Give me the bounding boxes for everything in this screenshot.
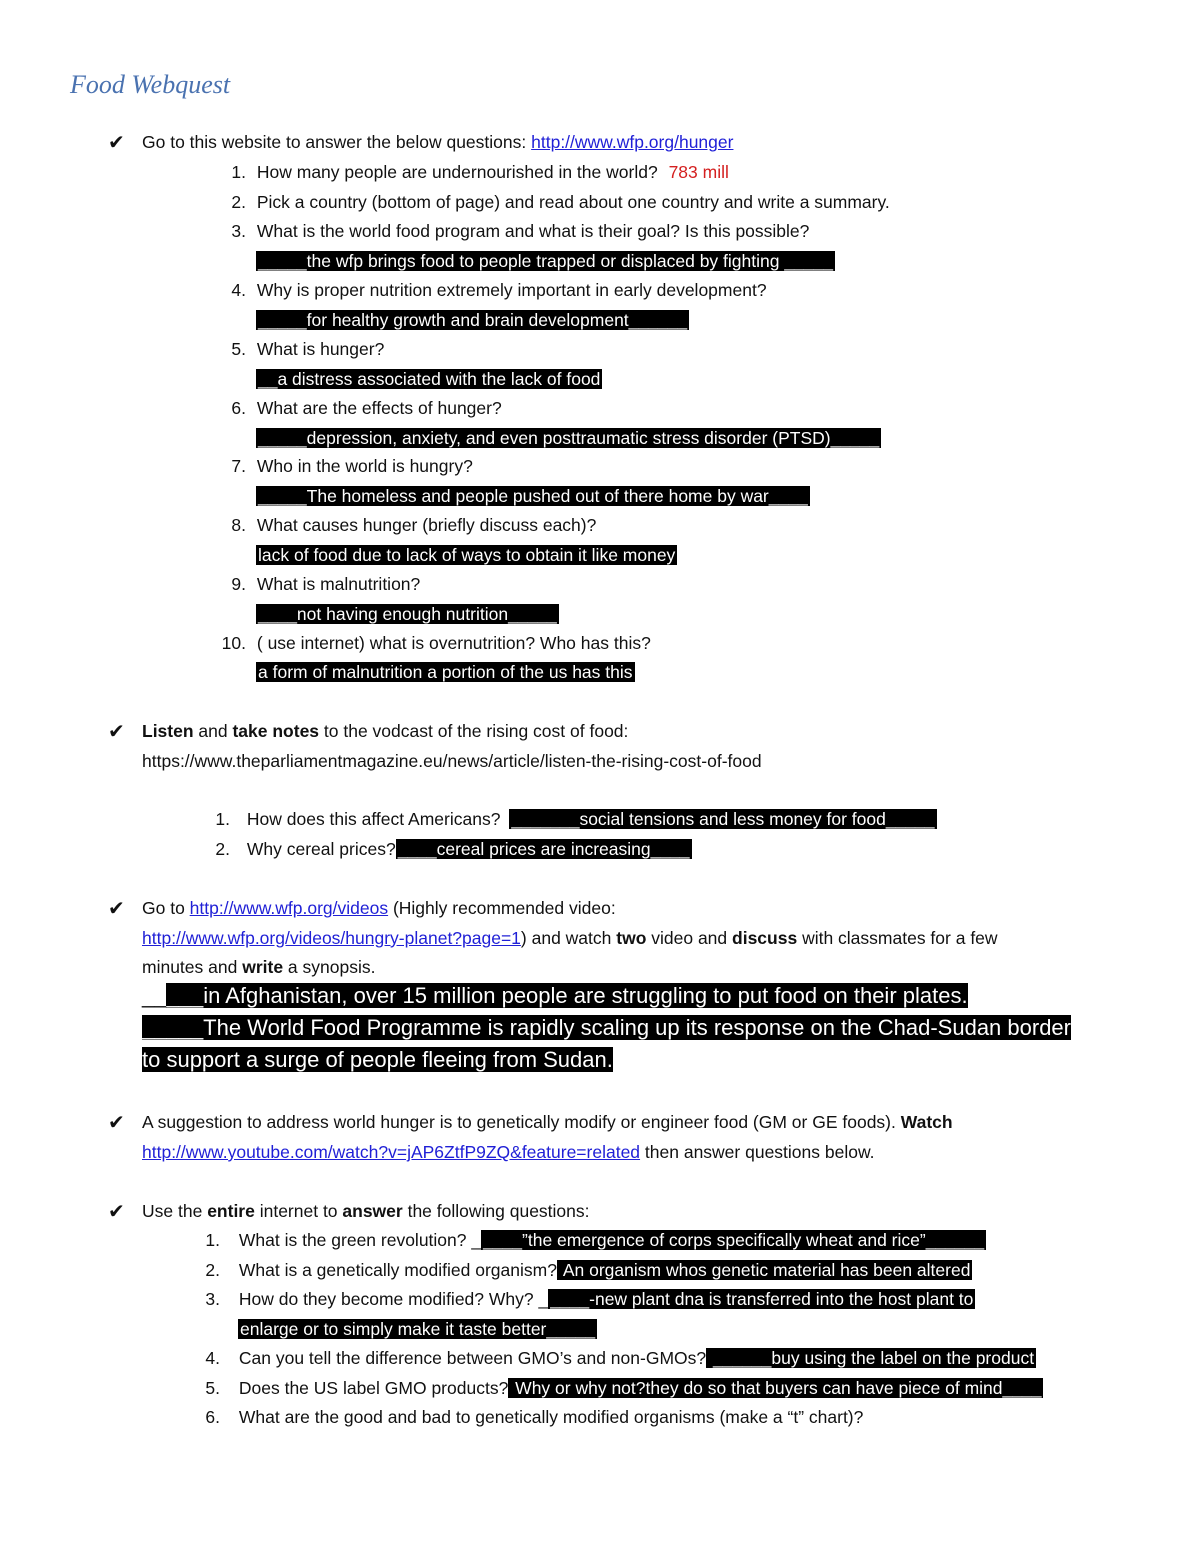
question-5-2: 2. What is a genetically modified organism? An organism whos genetic material has been altered [205,1260,971,1280]
section4-line1: A suggestion to address world hunger is to genetically modify or engineer food (GM or GE foods). Watch [142,1112,953,1132]
question-5-1: 1. What is the green revolution? _ ____”the emergence of corps specifically wheat and rice”______ [205,1230,985,1250]
wfp-videos-link[interactable]: http://www.wfp.org/videos [189,898,389,918]
synopsis-line-3: to support a surge of people fleeing from Sudan. [142,1047,613,1072]
question-1-1: 1. How many people are undernourished in the world? 783 mill [231,162,729,182]
check-mark-icon: ✔ [108,1199,125,1223]
check-mark-icon: ✔ [108,719,125,743]
question-2-1: 1. How does this affect Americans? _______social tensions and less money for food_____ [215,809,935,829]
answer-1-4: _____for healthy growth and brain development______ [258,310,688,330]
section3-line3: minutes and write a synopsis. [142,957,376,977]
vodcast-url: https://www.theparliamentmagazine.eu/news/article/listen-the-rising-cost-of-food [142,751,762,771]
hungry-planet-link[interactable]: http://www.wfp.org/videos/hungry-planet?page=1 [142,928,521,948]
question-1-2: 2. Pick a country (bottom of page) and read about one country and write a summary. [231,192,890,212]
answer-5-3: ____-new plant dna is transferred into the host plant to [550,1289,974,1309]
section1-intro: Go to this website to answer the below questions: http://www.wfp.org/hunger [142,132,734,152]
question-1-3: 3. What is the world food program and what is their goal? Is this possible? [231,221,810,241]
question-5-6: 6. What are the good and bad to genetically modified organisms (make a “t” chart)? [205,1407,864,1427]
check-mark-icon: ✔ [108,1110,125,1134]
answer-1-9: ____not having enough nutrition_____ [258,604,557,624]
section3-line1: Go to http://www.wfp.org/videos (Highly recommended video: [142,898,616,918]
synopsis-line-2: _____The World Food Programme is rapidly scaling up its response on the Chad-Sudan border [142,1015,1071,1040]
wfp-hunger-link[interactable]: http://www.wfp.org/hunger [531,132,734,152]
answer-2-1: _______social tensions and less money for food_____ [511,809,935,829]
check-mark-icon: ✔ [108,896,125,920]
section2-intro: Listen and take notes to the vodcast of the rising cost of food: [142,721,629,741]
question-5-4: 4. Can you tell the difference between GMO’s and non-GMOs? ______buy using the label on the product [205,1348,1035,1368]
page-title: Food Webquest [70,70,231,99]
answer-1-10: a form of malnutrition a portion of the us has this [258,662,633,682]
question-5-3: 3. How do they become modified? Why? _ ____-new plant dna is transferred into the host plant to [205,1289,974,1309]
answer-1-3: _____the wfp brings food to people trapped or displaced by fighting _____ [258,251,834,271]
question-1-5: 5. What is hunger? [231,339,385,359]
question-1-9: 9. What is malnutrition? [231,574,421,594]
answer-1-7: _____The homeless and people pushed out of there home by war____ [258,486,808,506]
youtube-link[interactable]: http://www.youtube.com/watch?v=jAP6ZtfP9ZQ&feature=related [142,1142,641,1162]
question-1-7: 7. Who in the world is hungry? [231,456,473,476]
question-1-6: 6. What are the effects of hunger? [231,398,502,418]
answer-5-2: An organism whos genetic material has been altered [558,1260,971,1280]
check-mark-icon: ✔ [108,130,125,154]
answer-5-5: Why or why not?they do so that buyers can have piece of mind____ [510,1378,1042,1398]
question-2-2: 2. Why cereal prices? ____cereal prices are increasing____ [215,839,690,859]
answer-1-6: _____depression, anxiety, and even posttraumatic stress disorder (PTSD)_____ [258,428,880,448]
question-1-8: 8. What causes hunger (briefly discuss each)? [231,515,597,535]
answer-5-3-cont: enlarge or to simply make it taste better_____ [240,1319,596,1339]
answer-2-2: ____cereal prices are increasing____ [397,839,690,859]
question-1-10: 10. ( use internet) what is overnutrition? Who has this? [221,633,651,653]
section4-line2: http://www.youtube.com/watch?v=jAP6ZtfP9ZQ&feature=related then answer questions below. [142,1142,875,1162]
answer-5-1: ____”the emergence of corps specifically wheat and rice”______ [483,1230,985,1250]
answer-1-1: 783 mill [668,162,729,182]
answer-1-5: __a distress associated with the lack of food [258,369,601,389]
answer-5-4: ______buy using the label on the product [708,1348,1035,1368]
answer-1-8: lack of food due to lack of ways to obtain it like money [258,545,676,565]
section5-intro: Use the entire internet to answer the following questions: [142,1201,590,1221]
section3-line2: http://www.wfp.org/videos/hungry-planet?page=1) and watch two video and discuss with classmates for a few [142,928,998,948]
question-5-5: 5. Does the US label GMO products? Why or why not?they do so that buyers can have piece of mind____ [205,1378,1042,1398]
synopsis-line-1: _____in Afghanistan, over 15 million people are struggling to put food on their plates. [142,983,968,1008]
question-1-4: 4. Why is proper nutrition extremely important in early development? [231,280,767,300]
